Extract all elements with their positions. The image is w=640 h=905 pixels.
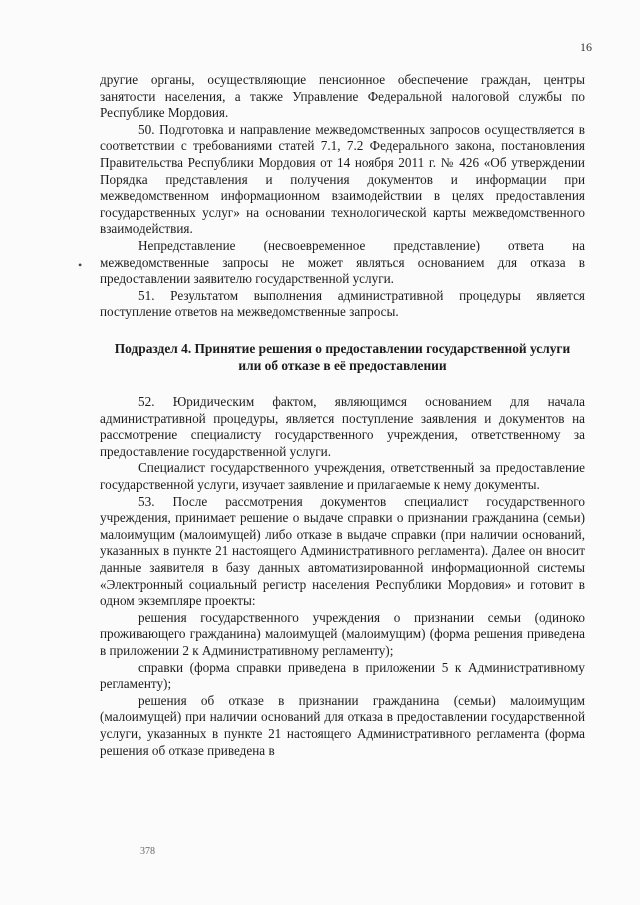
- paragraph-nonsubmission: Непредставление (несвоевременное представление) ответа на межведомственные запросы не может являться основанием для отказа в предоставлении заявителю государственной услуги.: [100, 237, 585, 287]
- section-heading: Подраздел 4. Принятие решения о предоставлении государственной услуги или об отказе в её предоставлении: [114, 340, 571, 373]
- list-item-certificate: справки (форма справки приведена в приложении 5 к Административному регламенту);: [100, 659, 585, 692]
- margin-mark: •: [78, 258, 83, 272]
- paragraph-continuation: другие органы, осуществляющие пенсионное обеспечение граждан, центры занятости населения, а также Управление Федеральной налоговой службы по Республике Мордовия.: [100, 72, 585, 121]
- footer-mark: 378: [140, 846, 155, 857]
- paragraph-53: 53. После рассмотрения документов специалист государственного учреждения, принимает решение о выдаче справки о признании гражданина (семьи) малоимущим (малоимущей) либо отказе в выдаче справки (при наличии оснований, указанных в пункте 21 настоящего Административного регламента). Далее он вносит данные заявителя в базу данных автоматизированной информационной системы «Электронный социальный регистр населения Республики Мордовия» и готовит в одном экземпляре проекты:: [100, 493, 585, 609]
- paragraph-51: 51. Результатом выполнения административной процедуры является поступление ответов на межведомственные запросы.: [100, 287, 585, 320]
- page-number: 16: [580, 40, 592, 54]
- paragraph-specialist: Специалист государственного учреждения, ответственный за предоставление государственной услуги, изучает заявление и прилагаемые к нему документы.: [100, 460, 585, 493]
- list-item-decision: решения государственного учреждения о признании семьи (одиноко проживающего гражданина) малоимущей (малоимущим) (форма решения приведена в приложении 2 к Административному регламенту);: [100, 609, 585, 658]
- paragraph-50: 50. Подготовка и направление межведомственных запросов осуществляется в соответствии с требованиями статей 7.1, 7.2 Федерального закона, постановления Правительства Республики Мордовия от 14 ноября 2011 г. № 426 «Об утверждении Порядка представления и получения документов и информации при межведомственном информационном взаимодействии в целях предоставления государственных услуг» на основании технологической карты межведомственного взаимодействия.: [100, 121, 585, 237]
- paragraph-52: 52. Юридическим фактом, являющимся основанием для начала административной процедуры, является поступление заявления и документов на рассмотрение специалисту государственного учреждения, ответственному за предоставление государственной услуги.: [100, 394, 585, 459]
- document-body: [100, 72, 585, 759]
- list-item-refusal: решения об отказе в признании гражданина (семьи) малоимущим (малоимущей) при наличии оснований для отказа в предоставлении государственной услуги, указанных в пункте 21 настоящего Административного регламента (форма решения об отказе приведена в: [100, 692, 585, 758]
